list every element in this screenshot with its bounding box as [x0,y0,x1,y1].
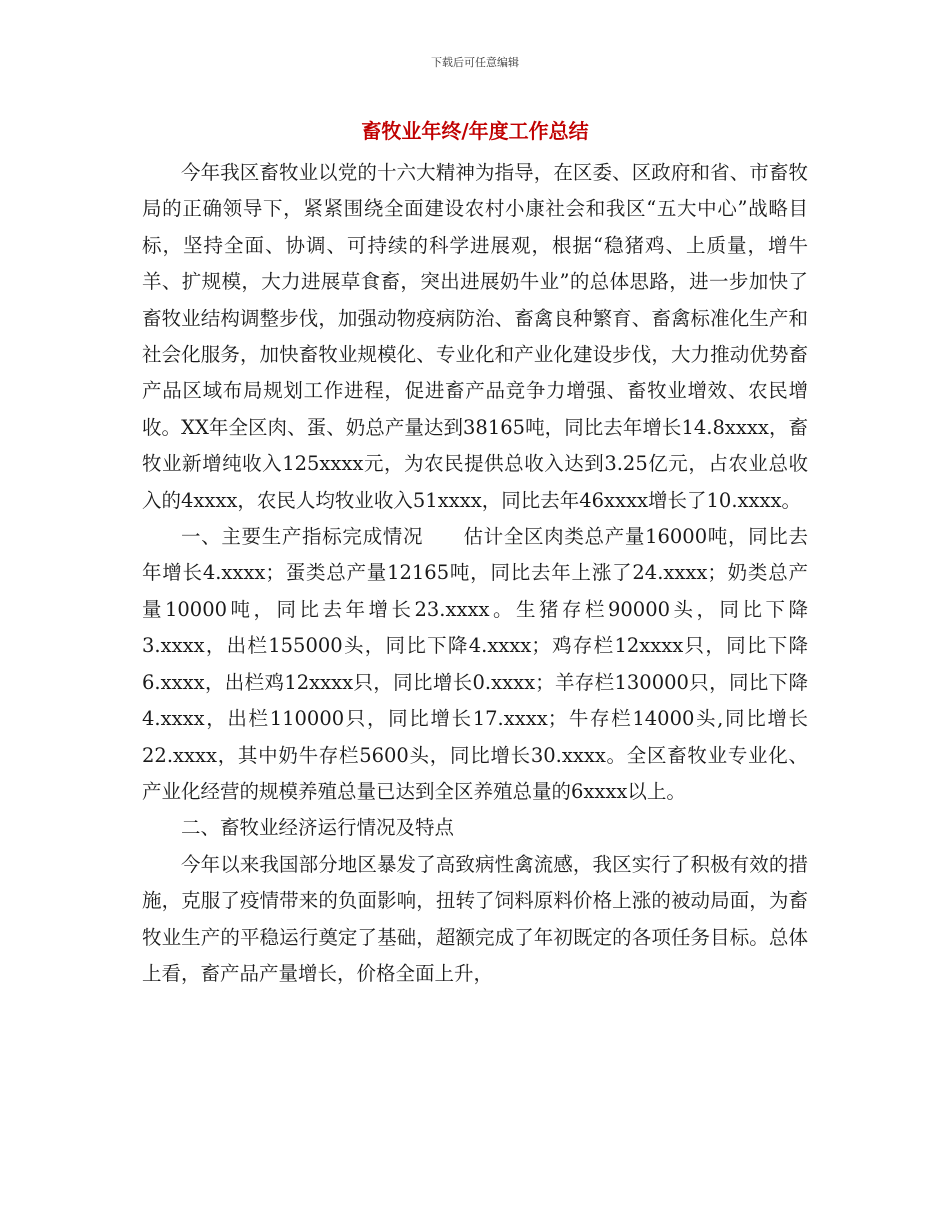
paragraph-section-2-heading: 二、畜牧业经济运行情况及特点 [181,816,455,840]
paragraph-section-2-body: 今年以来我国部分地区暴发了高致病性禽流感，我区实行了积极有效的措施，克服了疫情带来的负面影响，扭转了饲料原料价格上涨的被动局面，为畜牧业生产的平稳运行奠定了基础，超额完成了年初既定的各项任务目标。总体上看，畜产品产量增长，价格全面上升， [142,852,808,985]
paragraph-section-1: 一、主要生产指标完成情况 估计全区肉类总产量16000吨，同比去年增长4.xxxx；蛋类总产量12165吨，同比去年上涨了24.xxxx；奶类总产量10000吨，同比去年增长23.xxxx。生猪存栏90000头，同比下降3.xxxx，出栏155000头，同比下降4.xxxx；鸡存栏12xxxx只，同比下降6.xxxx，出栏鸡12xxxx只，同比增长0.xxxx；羊存栏130000只，同比下降4.xxxx，出栏110000只，同比增长17.xxxx；牛存栏14000头,同比增长22.xxxx，其中奶牛存栏5600头，同比增长30.xxxx。全区畜牧业专业化、产业化经营的规模养殖总量已达到全区养殖总量的6xxxx以上。 [142,525,808,803]
header-note: 下载后可任意编辑 [431,56,519,69]
document-title: 畜牧业年终/年度工作总结 [361,119,589,143]
document-body [142,155,808,992]
paragraph-intro: 今年我区畜牧业以党的十六大精神为指导，在区委、区政府和省、市畜牧局的正确领导下，紧紧围绕全面建设农村小康社会和我区“五大中心”战略目标，坚持全面、协调、可持续的科学进展观，根据“稳猪鸡、上质量，增牛羊、扩规模，大力进展草食畜，突出进展奶牛业”的总体思路，进一步加快了畜牧业结构调整步伐，加强动物疫病防治、畜禽良种繁育、畜禽标准化生产和社会化服务，加快畜牧业规模化、专业化和产业化建设步伐，大力推动优势畜产品区域布局规划工作进程，促进畜产品竞争力增强、畜牧业增效、农民增收。XX年全区肉、蛋、奶总产量达到38165吨，同比去年增长14.8xxxx，畜牧业新增纯收入125xxxx元，为农民提供总收入达到3.25亿元，占农业总收入的4xxxx，农民人均牧业收入51xxxx，同比去年46xxxx增长了10.xxxx。 [142,161,808,512]
